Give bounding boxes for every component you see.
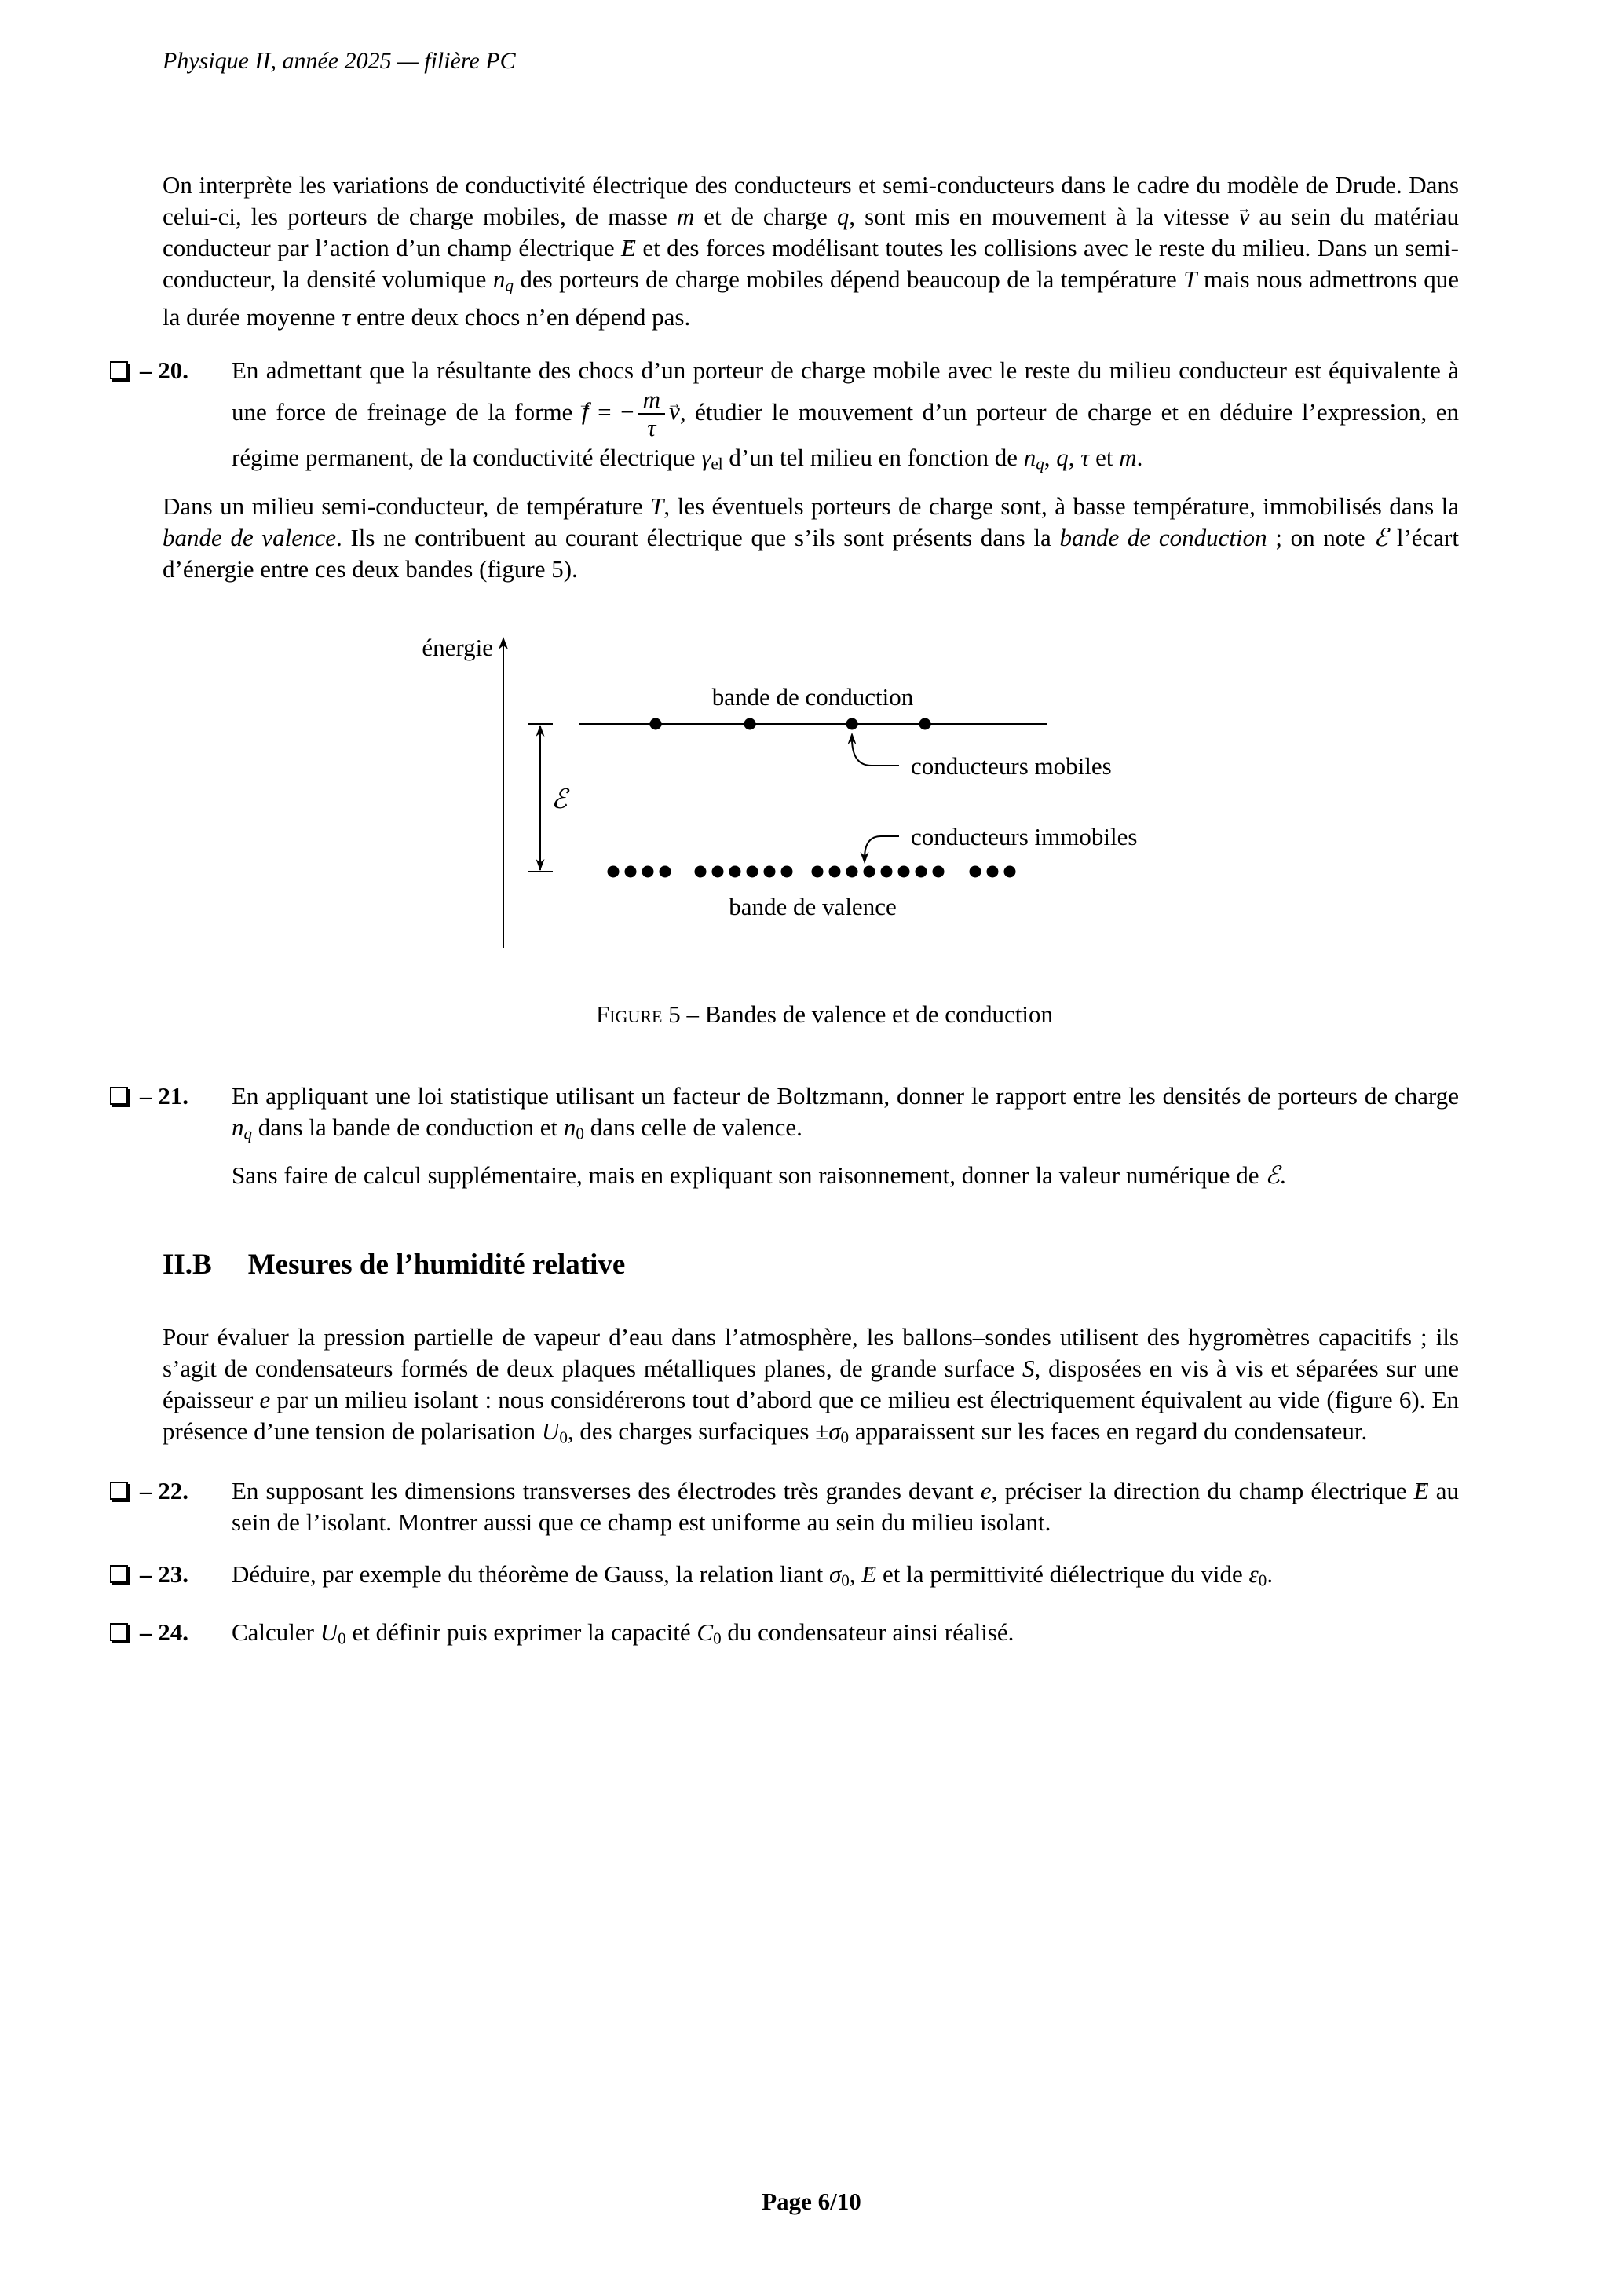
conduction-band-label: bande de conduction bbox=[711, 682, 914, 711]
question-22-number: – 22. bbox=[140, 1476, 188, 1504]
energy-axis-label: énergie bbox=[422, 633, 493, 661]
question-22 bbox=[110, 1475, 1459, 1538]
question-22-label bbox=[110, 1475, 232, 1538]
question-20-number: – 20. bbox=[140, 356, 188, 384]
valence-electrons bbox=[608, 865, 1016, 877]
question-24-number: – 24. bbox=[140, 1618, 188, 1646]
intro-paragraph: On interprète les variations de conductivité électrique des conducteurs et semi-conducteurs dans le cadre du modèle de Drude. Dans celui-ci, les porteurs de charge mobiles, de masse m et de charge q, sont mis en mouvement à la vitesse v → au sein du matériau conducteur par l’action d’un champ électrique E → et des forces modélisant toutes les collisions avec le reste du milieu. Dans un semi-conducteur, la densité volumique $n_q$ des porteurs de charge mobiles dépend beaucoup de la température T mais nous admettrons que la durée moyenne τ entre deux chocs n’en dépend pas. bbox=[163, 170, 1459, 333]
question-23 bbox=[110, 1559, 1459, 1596]
question-23-number: – 23. bbox=[140, 1559, 188, 1588]
hygrometer-paragraph: Pour évaluer la pression partielle de vapeur d’eau dans l’atmosphère, les ballons–sondes utilisent des hygromètres capacitifs ; ils s’agit de condensateurs formés de deux plaques métalliques planes, de grande surface S, disposées en vis à vis et séparées sur une épaisseur e par un milieu isolant : nous considérerons tout d’abord que ce milieu est électriquement équivalent au vide (figure 6). En présence d’une tension de polarisation $U_0$, des charges surfaciques $\pm\sigma_0$ apparaissent sur les faces en regard du condensateur. bbox=[163, 1323, 1459, 1447]
section-title: Mesures de l’humidité relative bbox=[247, 1249, 626, 1281]
question-21 bbox=[110, 1080, 1459, 1192]
question-23-label bbox=[110, 1559, 232, 1596]
question-22-text: En supposant les dimensions transverses des électrodes très grandes devant e, préciser la direction du champ électrique E → au sein de l’isolant. Montrer aussi que ce champ est uniforme au sein du milieu isolant. bbox=[232, 1475, 1459, 1538]
question-20-label bbox=[110, 355, 232, 480]
mobile-carriers-label: conducteurs mobiles bbox=[911, 751, 1112, 780]
running-header: Physique II, année 2025 — filière PC bbox=[163, 48, 516, 74]
figure-caption-text: – Bandes de valence et de conduction bbox=[680, 1000, 1053, 1028]
bands-paragraph: Dans un milieu semi-conducteur, de température T, les éventuels porteurs de charge sont, à basse température, immobilisés dans la bande de valence. Ils ne contribuent au courant électrique que s’ils sont présents dans la bande de conduction ; on note ℰ l’écart d’énergie entre ces deux bandes (figure 5). bbox=[163, 492, 1460, 583]
band-gap-label: ℰ bbox=[551, 784, 568, 814]
checkbox-icon bbox=[110, 1565, 128, 1583]
question-20 bbox=[110, 355, 1459, 480]
figure-caption bbox=[393, 999, 1256, 1030]
section-number: II.B bbox=[163, 1249, 212, 1281]
question-21-text-2: Sans faire de calcul supplémentaire, mais en expliquant son raisonnement, donner la valeur numérique de ℰ. bbox=[232, 1161, 1286, 1190]
immobile-carriers-arrow bbox=[865, 836, 899, 857]
band-gap-arrow bbox=[528, 724, 553, 872]
band-diagram-figure bbox=[393, 632, 1256, 1030]
checkbox-icon bbox=[110, 1623, 128, 1641]
question-23-text: Déduire, par exemple du théorème de Gauss, la relation liant $\sigma_0$, E → et la permittivité diélectrique du vide $\varepsilon_0$. bbox=[232, 1559, 1459, 1596]
page-number: Page 6/10 bbox=[762, 2188, 861, 2215]
immobile-carriers-label: conducteurs immobiles bbox=[911, 822, 1138, 850]
checkbox-icon bbox=[110, 1087, 128, 1105]
question-21-number: – 21. bbox=[140, 1081, 188, 1110]
question-24-text: Calculer $U_0$ et définir puis exprimer la capacité $C_0$ du condensateur ainsi réalisé. bbox=[232, 1618, 1014, 1648]
question-21-label bbox=[110, 1080, 232, 1192]
question-24-label bbox=[110, 1617, 232, 1654]
band-figure-svg bbox=[393, 632, 1256, 958]
question-20-text: En admettant que la résultante des chocs d’un porteur de charge mobile avec le reste du milieu conducteur est équivalente à une force de freinage de la forme f → = − $\frac{m}{\tau}$ v →, étudier le mouvement d’un porteur de charge et en déduire l’expression, en régime permanent, de la conductivité électrique $\gamma_{el}$ d’un tel milieu en fonction de $n_q$, q, τ et m. bbox=[232, 355, 1459, 480]
checkbox-icon bbox=[110, 1482, 128, 1500]
question-21-text-1: En appliquant une loi statistique utilisant un facteur de Boltzmann, donner le rapport entre les densités de porteurs de charge $n_q$ dans la bande de conduction et $n_0$ dans celle de valence. bbox=[232, 1081, 1459, 1143]
valence-band-label: bande de valence bbox=[729, 892, 897, 920]
question-24 bbox=[110, 1617, 1459, 1654]
figure-caption-tag: Figure 5 bbox=[595, 1000, 681, 1028]
checkbox-icon bbox=[110, 361, 128, 379]
mobile-carriers-arrow bbox=[852, 740, 899, 766]
section-heading bbox=[163, 1246, 1459, 1284]
